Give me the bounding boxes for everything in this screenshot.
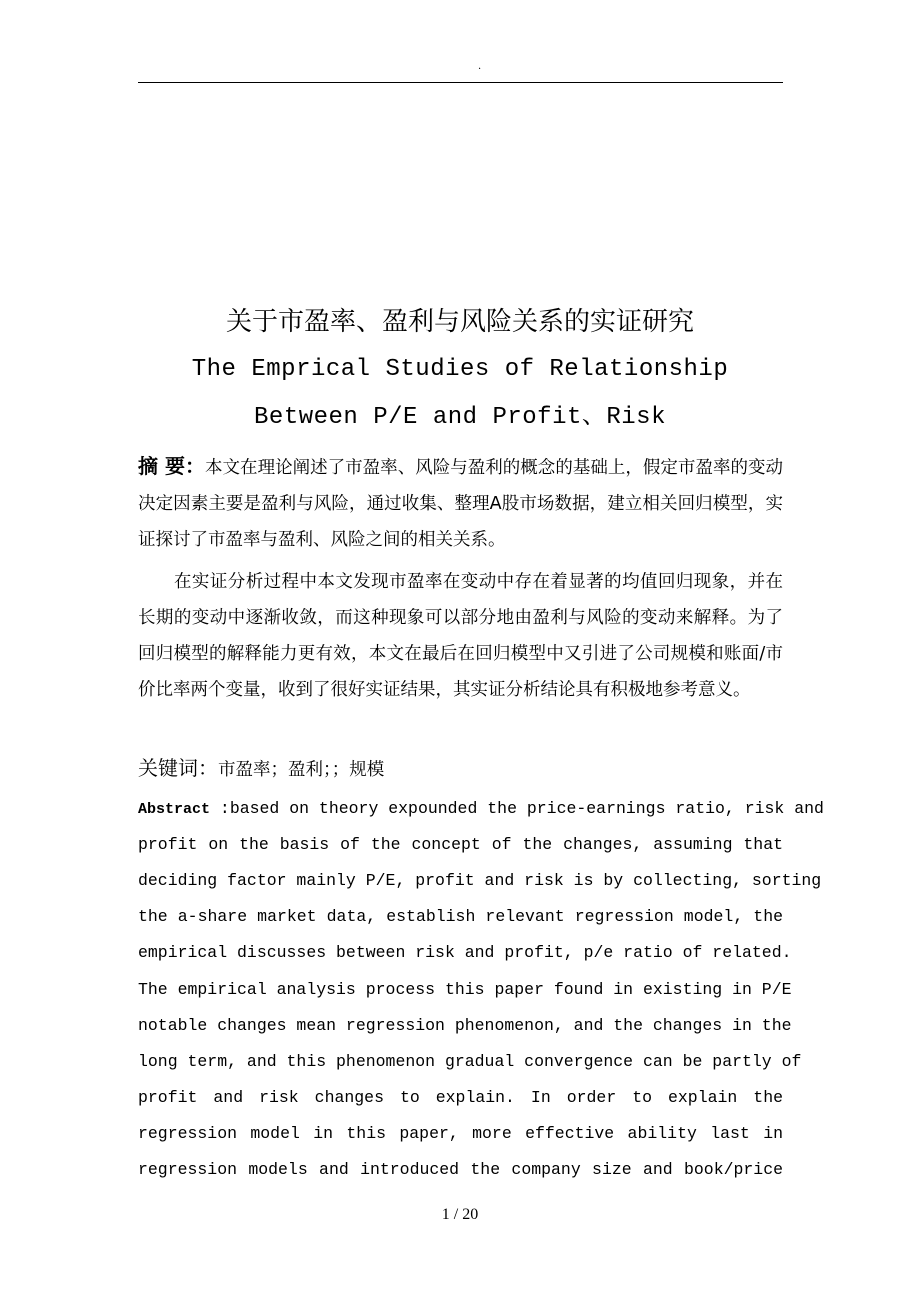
abstract-chinese-label: 摘 要：: [138, 454, 206, 478]
title-english-line-1: The Emprical Studies of Relationship: [191, 356, 729, 383]
abstract-english-paragraph-1: [138, 791, 824, 971]
abstract-chinese-paragraph-2: 在实证分析过程中本文发现市盈率在变动中存在着显著的均值回归现象，并在长期的变动中逐渐收敛，而这种现象可以部分地由盈利与风险的变动来解释。为了回归模型的解释能力更有效，本文在最后在回归模型中又引进了公司规模和账面/市价比率两个变量，收到了很好实证结果，其实证分析结论具有积极地参考意义。: [138, 572, 783, 700]
abstract-english-line: profit on the basis of the concept of the changes, assuming that: [138, 835, 783, 854]
abstract-english-line: deciding factor mainly P/E, profit and risk is by collecting, sorting: [138, 871, 822, 890]
abstract-chinese-paragraph-1: [138, 448, 783, 558]
abstract-english-line: notable changes mean regression phenomenon, and the changes in the: [138, 1016, 792, 1035]
header-mark: .: [478, 61, 482, 72]
page-number: 1 / 20: [441, 1206, 479, 1223]
abstract-english-line: the a-share market data, establish relevant regression model, the: [138, 907, 783, 926]
title-chinese: 关于市盈率、盈利与风险关系的实证研究: [225, 307, 694, 337]
keywords-text: 市盈率；盈利；；规模: [218, 760, 385, 780]
abstract-english-line: profit and risk changes to explain. In order to explain the: [138, 1088, 783, 1107]
abstract-english-line: empirical discusses between risk and profit, p/e ratio of related.: [138, 943, 792, 962]
abstract-english-line: long term, and this phenomenon gradual convergence can be partly of: [138, 1052, 802, 1071]
abstract-english-line: Abstract :based on theory expounded the price-earnings ratio, risk and: [138, 799, 824, 818]
abstract-english-label: Abstract: [138, 801, 211, 818]
abstract-english-line: regression model in this paper, more effective ability last in: [138, 1124, 783, 1143]
keywords-label: 关键词：: [138, 756, 218, 780]
abstract-english-line: regression models and introduced the company size and book/price: [138, 1160, 783, 1179]
title-english-line-2: Between P/E and Profit、Risk: [254, 404, 666, 431]
abstract-english-paragraph-2: [138, 972, 802, 1188]
abstract-english-line: The empirical analysis process this paper found in existing in P/E: [138, 980, 792, 999]
header-rule: [138, 82, 783, 83]
abstract-chinese-text-1: 本文在理论阐述了市盈率、风险与盈利的概念的基础上，假定市盈率的变动决定因素主要是盈利与风险，通过收集、整理A股市场数据，建立相关回归模型，实证探讨了市盈率与盈利、风险之间的相关关系。: [138, 458, 784, 550]
keywords: [138, 750, 384, 788]
